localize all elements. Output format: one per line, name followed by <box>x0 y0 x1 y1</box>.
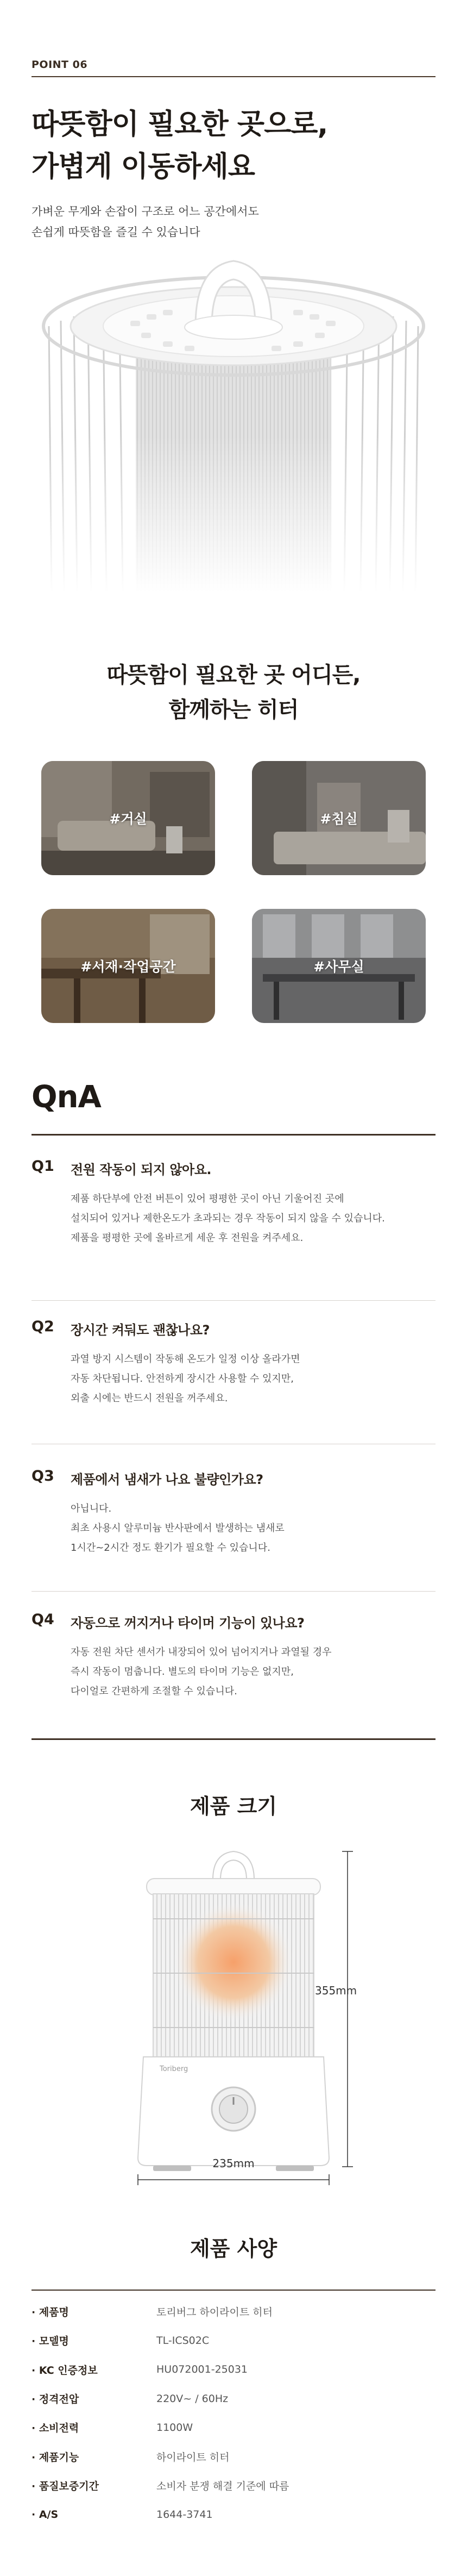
point-title-line1: 따뜻함이 필요한 곳으로, <box>31 108 328 141</box>
room-card-office <box>252 909 426 1023</box>
spec-key: · KC 인증정보 <box>31 2364 98 2377</box>
spec-key: · 제품기능 <box>31 2451 79 2463</box>
point-desc-line1: 가벼운 무게와 손잡이 구조로 어느 공간에서도 <box>31 205 259 218</box>
qna-item-3 <box>31 1468 436 1558</box>
qna-answer <box>71 1350 436 1408</box>
qna-answer <box>71 1643 436 1701</box>
room-card-bedroom <box>252 761 426 875</box>
spec-key: · 품질보증기간 <box>31 2480 99 2492</box>
spec-value: 1644-3741 <box>156 2508 213 2521</box>
rooms-title-line1: 따뜻함이 필요한 곳 어디든, <box>106 663 361 688</box>
point-divider <box>31 76 436 77</box>
size-title: 제품 크기 <box>190 1794 277 1818</box>
spec-key: · 소비전력 <box>31 2422 79 2435</box>
room-label-office: #사무실 <box>313 959 364 975</box>
qna-answer-line: 최초 사용시 알루미늄 반사판에서 발생하는 냄새로 <box>71 1523 285 1534</box>
width-dimension: 235mm <box>212 2157 255 2170</box>
spec-row <box>31 2413 436 2442</box>
qna-answer-line: 자동 전원 차단 센서가 내장되어 있어 넘어지거나 과열될 경우 <box>71 1646 332 1658</box>
qna-item-4 <box>31 1611 436 1701</box>
spec-value: 소비자 분쟁 해결 기준에 따름 <box>156 2480 289 2492</box>
spec-key: · 정격전압 <box>31 2393 79 2406</box>
spec-value: TL-ICS02C <box>156 2334 210 2347</box>
room-card-study <box>41 909 215 1023</box>
point-title-line2: 가볍게 이동하세요 <box>31 151 255 183</box>
spec-title: 제품 사양 <box>190 2237 277 2261</box>
spec-row <box>31 2355 436 2384</box>
qna-number: Q1 <box>31 1158 54 1175</box>
qna-answer-line: 즉시 작동이 멈춥니다. 별도의 타이머 기능은 없지만, <box>71 1666 294 1677</box>
qna-question: 제품에서 냄새가 나요 불량인가요? <box>71 1472 263 1487</box>
brand-logo: Toriberg <box>160 2065 188 2073</box>
spec-value: 하이라이트 히터 <box>156 2451 230 2463</box>
spec-value: HU072001-25031 <box>156 2363 248 2376</box>
qna-answer <box>71 1499 436 1558</box>
qna-answer-line: 외출 시에는 반드시 전원을 꺼주세요. <box>71 1393 228 1404</box>
point-title <box>31 103 327 188</box>
qna-divider-top <box>31 1134 436 1136</box>
qna-item-1 <box>31 1158 436 1248</box>
qna-item-2 <box>31 1318 436 1408</box>
spec-row <box>31 2500 436 2529</box>
qna-question: 자동으로 꺼지거나 타이머 기능이 있나요? <box>71 1616 305 1631</box>
point-label: POINT 06 <box>31 59 88 71</box>
spec-key: · A/S <box>31 2508 59 2521</box>
rooms-title-line2: 함께하는 히터 <box>168 697 299 722</box>
qna-answer-line: 자동 차단됩니다. 안전하게 장시간 사용할 수 있지만, <box>71 1373 294 1384</box>
qna-number: Q2 <box>31 1318 54 1335</box>
room-label-study: #서재·작업공간 <box>80 959 176 975</box>
spec-table <box>31 2297 436 2529</box>
spec-key: · 모델명 <box>31 2335 69 2348</box>
point-description <box>31 201 259 242</box>
qna-number: Q3 <box>31 1468 54 1485</box>
spec-row <box>31 2384 436 2413</box>
spec-row <box>31 2297 436 2326</box>
qna-question: 장시간 켜둬도 괜찮나요? <box>71 1323 210 1338</box>
rooms-title <box>0 658 467 727</box>
spec-row <box>31 2471 436 2500</box>
point-desc-line2: 손쉽게 따뜻함을 즐길 수 있습니다 <box>31 226 200 239</box>
qna-question: 전원 작동이 되지 않아요. <box>71 1162 212 1177</box>
room-card-living <box>41 761 215 875</box>
qna-divider <box>31 1591 436 1592</box>
qna-answer <box>71 1189 436 1248</box>
height-dimension: 355mm <box>315 1984 357 1997</box>
qna-answer-line: 제품을 평평한 곳에 올바르게 세운 후 전원을 켜주세요. <box>71 1232 304 1244</box>
spec-key: · 제품명 <box>31 2306 69 2319</box>
qna-divider <box>31 1300 436 1301</box>
qna-number: Q4 <box>31 1611 54 1628</box>
spec-value: 1100W <box>156 2421 193 2434</box>
spec-row <box>31 2442 436 2471</box>
spec-value: 토리버그 하이라이트 히터 <box>156 2306 273 2319</box>
qna-answer-line: 아닙니다. <box>71 1503 112 1514</box>
qna-answer-line: 설치되어 있거나 제한온도가 초과되는 경우 작동이 되지 않을 수 있습니다. <box>71 1213 385 1224</box>
qna-answer-line: 제품 하단부에 안전 버튼이 있어 평평한 곳이 아닌 기울어진 곳에 <box>71 1193 344 1205</box>
qna-title: QnA <box>31 1080 101 1115</box>
qna-divider-bottom <box>31 1738 436 1740</box>
spec-row <box>31 2326 436 2355</box>
room-label-living: #거실 <box>109 811 147 827</box>
qna-answer-line: 다이얼로 간편하게 조절할 수 있습니다. <box>71 1686 237 1697</box>
spec-value: 220V~ / 60Hz <box>156 2392 229 2405</box>
heater-top-image <box>0 245 467 592</box>
heater-size-figure <box>0 1837 467 2185</box>
spec-divider <box>31 2290 436 2291</box>
qna-answer-line: 1시간~2시간 정도 환기가 필요할 수 있습니다. <box>71 1542 270 1554</box>
qna-answer-line: 과열 방지 시스템이 작동해 온도가 일정 이상 올라가면 <box>71 1354 300 1365</box>
room-label-bedroom: #침실 <box>320 811 358 827</box>
